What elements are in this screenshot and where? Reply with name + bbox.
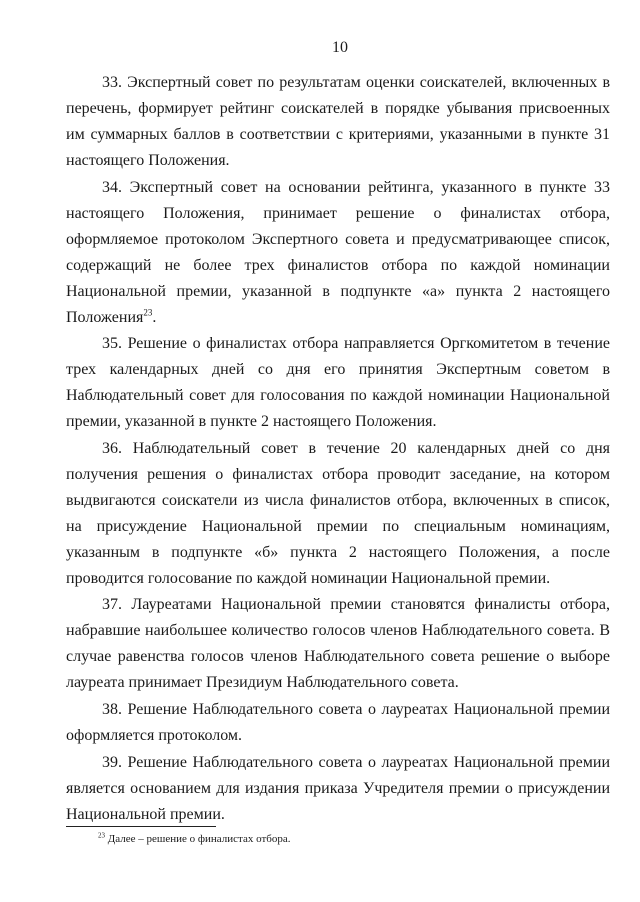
paragraph-34-tail: . — [152, 308, 157, 326]
paragraph-36-text: 36. Наблюдательный совет в течение 20 календарных дней со дня получения решения о финалистах отбора проводит заседание, на котором выдвигаются соискатели из числа финалистов отбора, включенных в список, на присуждение Национальной премии по специальным номинациям, указанным в подпункте «б» пункта 2 настоящего Положения, а после проводится голосование по каждой номинации Национальной премии. — [66, 439, 610, 587]
paragraph-37-text: 37. Лауреатами Национальной премии становятся финалисты отбора, набравшие наибольшее количество голосов членов Наблюдательного совета. В случае равенства голосов членов Наблюдательного совета решение о выборе лауреата принимает Президиум Наблюдательного совета. — [66, 596, 610, 692]
paragraph-34 — [66, 175, 610, 331]
page-number: 10 — [332, 39, 348, 56]
paragraph-39 — [66, 750, 610, 828]
paragraph-39-text: 39. Решение Наблюдательного совета о лауреатах Национальной премии является основанием для издания приказа Учредителя премии о присуждении Национальной премии. — [66, 753, 610, 823]
paragraph-33-text: 33. Экспертный совет по результатам оценки соискателей, включенных в перечень, формирует рейтинг соискателей в порядке убывания присвоенных им суммарных баллов в соответствии с критериями, указанными в пункте 31 настоящего Положения. — [66, 74, 610, 169]
paragraph-35 — [66, 331, 610, 435]
footnote-text: Далее – решение о финалистах отбора. — [105, 833, 291, 845]
footnote-divider — [66, 826, 216, 827]
footnote-reference: 23 — [143, 307, 153, 318]
footnote — [98, 832, 290, 846]
document-body — [66, 70, 610, 828]
paragraph-38-text: 38. Решение Наблюдательного совета о лауреатах Национальной премии оформляется протоколом. — [66, 700, 610, 744]
paragraph-34-text: 34. Экспертный совет на основании рейтинга, указанного в пункте 33 настоящего Положения, принимает решение о финалистах отбора, оформляемое протоколом Экспертного совета и предусматривающее список, содержащий не более трех финалистов отбора по каждой номинации Национальной премии, указанной в подпункте «а» пункта 2 настоящего Положения — [66, 178, 610, 326]
paragraph-33 — [66, 70, 610, 174]
footnote-number: 23 — [98, 831, 105, 840]
paragraph-35-text: 35. Решение о финалистах отбора направляется Оргкомитетом в течение трех календарных дней со дня его принятия Экспертным советом в Наблюдательный совет для голосования по каждой номинации Национальной премии, указанной в пункте 2 настоящего Положения. — [66, 335, 610, 431]
paragraph-36 — [66, 436, 610, 592]
paragraph-38 — [66, 697, 610, 749]
paragraph-37 — [66, 592, 610, 696]
